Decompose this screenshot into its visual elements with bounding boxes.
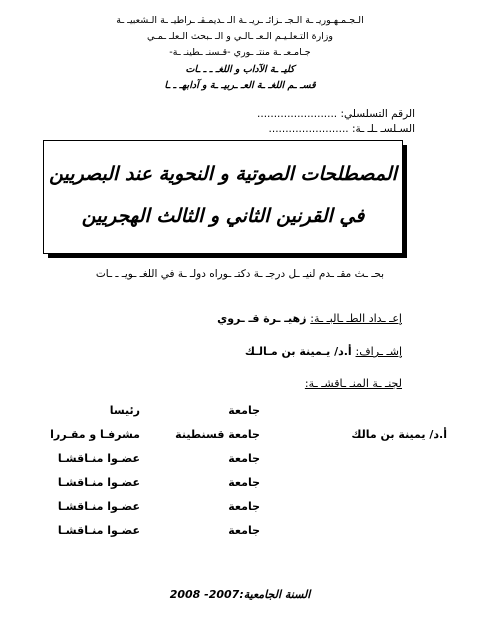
jury-member-university: جامعة	[228, 476, 260, 489]
jury-member-university: جامعة قسنطينة	[175, 428, 260, 441]
header-department: قسـ ـم اللغـ ـة العـ ـربيـ ـة و آدابهـ ـ ـا	[164, 80, 316, 91]
header-university: جـامـعـ ـة منتـ ـوري -قـسنـ ـطينـ ـة-	[169, 47, 311, 58]
supervision-label: إشـ ـراف:	[355, 345, 402, 358]
header-faculty: كليـ ـة الآداب و اللغـ ـ ـ ـات	[185, 64, 295, 75]
jury-member-role: عضـوا منـاقشـا	[57, 500, 140, 513]
jury-member-university: جامعة	[228, 452, 260, 465]
header-ministry: وزارة التـعلـيـم الـعـ ـالـي و الـ ـبحث الـعلـ ـمـي	[147, 31, 333, 42]
jury-member-university: جامعة	[228, 524, 260, 537]
serial-number-dots: ........................	[257, 108, 338, 120]
thesis-subtitle: بحـ ـث مقـ ـدم لنيـ ـل درجـ ـة دكتـ ـوراه دولـ ـة في اللغـ ـويـ ـ ـات	[95, 268, 385, 280]
series-line	[269, 123, 415, 135]
thesis-title-box	[43, 140, 403, 254]
jury-member-role: رئيسا	[109, 404, 140, 417]
thesis-title-line1: المصطلحات الصوتية و النحوية عند البصريين	[49, 163, 397, 185]
prepared-by-label: إعـ ـداد الطـ ـالبـ ـة:	[310, 312, 402, 325]
jury-member-role: عضـوا منـاقشـا	[57, 452, 140, 465]
series-label: السـلسـ ـلـ ـة:	[351, 123, 415, 135]
jury-label: لجنـ ـة المنـ ـاقشـ ـة:	[304, 377, 402, 390]
header-republic: الـجـمـهـوريـ ـة الـجـ ـزائـ ـريـ ـة الـ ـديمـقـ ـراطيـ ـة الـشعبيـ ـة	[116, 15, 364, 26]
series-dots: ........................	[268, 123, 349, 135]
student-name: زهيـ ـرة قـ ـروي	[217, 312, 307, 325]
serial-number-line	[257, 108, 415, 120]
prepared-by-line	[217, 312, 402, 325]
jury-member-university: جامعة	[228, 500, 260, 513]
jury-member-university: جامعة	[228, 404, 260, 417]
thesis-title-line2: في القرنين الثاني و الثالث الهجريين	[81, 205, 365, 227]
supervision-line	[245, 345, 402, 358]
serial-number-label: الرقم التسلسلي:	[340, 108, 415, 120]
jury-member-role: عضـوا منـاقشـا	[57, 524, 140, 537]
supervisor-name: أ.د/ يـمينة بن مـالـك	[244, 345, 352, 358]
jury-member-name: أ.د/ يمينة بن مالك	[351, 428, 447, 441]
jury-label-line	[305, 377, 402, 390]
academic-year: السنة الجامعية:2007- 2008	[169, 588, 311, 601]
jury-member-role: عضـوا منـاقشـا	[57, 476, 140, 489]
jury-member-role: مشرفـا و مقـررا	[50, 428, 140, 441]
